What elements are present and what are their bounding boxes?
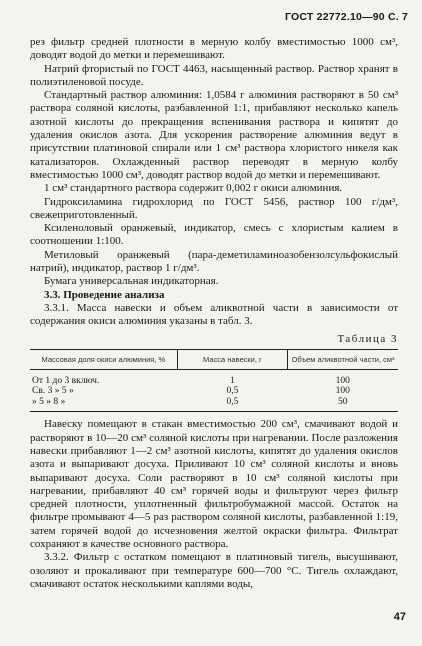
paragraph: Стандартный раствор алюминия: 1,0584 г алюминия растворяют в 50 см³ раствора соляной кислоты, разбавленной 1:1, прибавляют несколько капель азотной кислоты до прекращения вспенивания раствора и кипятят до удаления окислов азота. Для ускорения растворение алюминия ведут в присутствии платиновой спирали или 1 см³ раствора хлористого никеля как катализаторов. Охлажденный раствор переводят в мерную колбу вместимостью 1000 см³, доводят раствор водой до метки и перемешивают. (30, 89, 398, 181)
column-header: Массовая доля окиси алюминия, % (30, 349, 177, 369)
table-cell: 100 (335, 386, 350, 397)
column-header: Объем аликвотной части, см³ (288, 349, 398, 369)
section-heading: 3.3. Проведение анализа (44, 288, 165, 301)
paragraph: Метиловый оранжевый (пара-деметиламиноазобензолсульфокислый натрий), индикатор, раствор 1 г/дм³. (30, 248, 398, 275)
table-row (30, 397, 398, 412)
paragraph: Навеску помещают в стакан вместимостью 200 см³, смачивают водой и растворяют в 10—20 см³ соляной кислоты при нагревании. После разложения навески прибавляют 1—2 см³ азотной кислоты, кипятят до удаления окислов азота и выпаривают досуха. Приливают 10 см³ соляной кислоты и вновь выпаривают досуха. Соли растворяют в 10 см³ соляной кислоты при нагревании, прибавляют 40 см³ горячей воды и фильтруют через фильтр средней плотности, уплотненный фильтробумажной массой. Остаток на фильтре промывают 4—5 раз раствором соляной кислоты, разбавленной 1:19, затем горячей водой до исчезновения желтой окраски фильтра. Фильтрат сохраняют в качестве основного раствора. (30, 418, 398, 550)
paragraph: Натрий фтористый по ГОСТ 4463, насыщенный раствор. Раствор хранят в полиэтиленовой посуде. (30, 62, 398, 88)
paragraph: Ксиленоловый оранжевый, индикатор, смесь с хлористым калием в соотношении 1:100. (30, 222, 398, 248)
column-header: Масса навески, г (177, 349, 287, 369)
page-header: ГОСТ 22772.10—90 С. 7 (285, 11, 408, 23)
paragraph: рез фильтр средней плотности в мерную колбу вместимостью 1000 см³, доводят водой до метки и перемешивают. (30, 36, 398, 62)
paragraph: Гидроксиламина гидрохлорид по ГОСТ 5456, раствор 100 г/дм³, свежеприготовленный. (30, 195, 398, 221)
table-cell: 0,5 (226, 386, 239, 397)
paragraph: Бумага универсальная индикаторная. (44, 275, 219, 288)
table-cell: » 5 » 8 » (30, 397, 177, 412)
table-header-row (30, 349, 398, 369)
table-cell: 1 (230, 375, 235, 386)
table-cell: Св. 3 » 5 » (32, 386, 74, 397)
paragraph: 1 см³ стандартного раствора содержит 0,002 г окиси алюминия. (44, 182, 343, 195)
data-table (30, 349, 398, 413)
table-cell: 0,5 (177, 397, 287, 412)
page-number: 47 (393, 611, 406, 623)
table-title: Таблица 3 (337, 332, 398, 345)
body-text (30, 36, 398, 591)
paragraph: 3.3.2. Фильтр с остатком помещают в платиновый тигель, высушивают, озоляют и прокаливают при температуре 600—700 °С. Тигель охлаждают, смачивают остаток несколькими каплями воды, (30, 551, 398, 590)
table-cell: 50 (288, 397, 398, 412)
paragraph: 3.3.1. Масса навески и объем аликвотной части в зависимости от содержания окиси алюминия указаны в табл. 3. (30, 301, 398, 328)
table-cell: От 1 до 3 включ. (32, 375, 100, 386)
table-row (30, 386, 398, 397)
table-row (30, 369, 398, 386)
table-cell: 100 (335, 375, 350, 386)
